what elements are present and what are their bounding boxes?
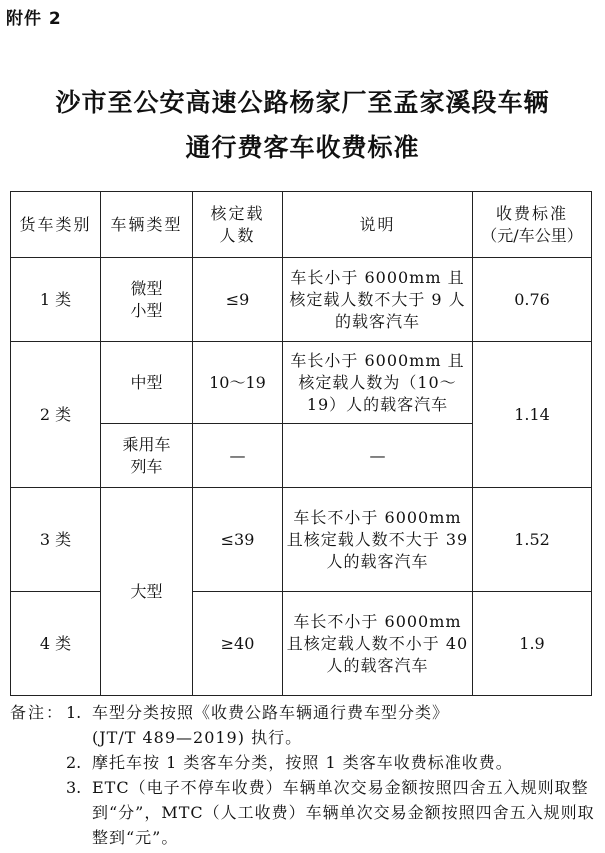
row4-description: 车长不小于 6000mm 且核定载人数不小于 40 人的载客汽车 bbox=[283, 592, 473, 696]
page-title-line2: 通行费客车收费标准 bbox=[185, 133, 420, 162]
header-capacity-line2: 人数 bbox=[219, 225, 256, 245]
row4-category: 4 类 bbox=[11, 592, 101, 696]
row1-fee: 0.76 bbox=[473, 258, 592, 342]
row2b-vehicle-type bbox=[101, 424, 193, 488]
row2b-type-line1: 乘用车 bbox=[122, 434, 171, 454]
row4-fee: 1.9 bbox=[473, 592, 592, 696]
row1-vehicle-type bbox=[101, 258, 193, 342]
row1-type-line2: 小型 bbox=[130, 300, 163, 320]
note-1-continued bbox=[10, 725, 595, 750]
note-1-number: 1. bbox=[66, 703, 82, 722]
note-3-text: ETC（电子不停车收费）车辆单次交易金额按照四舍五入规则取整到“分”，MTC（人工收费）车辆单次交易金额按照四舍五入规则取整到“元”。 bbox=[92, 778, 595, 847]
row2-category: 2 类 bbox=[11, 342, 101, 488]
notes-section bbox=[10, 700, 595, 850]
header-description: 说明 bbox=[283, 192, 473, 258]
row2b-description: — bbox=[283, 424, 473, 488]
table-row bbox=[11, 342, 592, 424]
table-row bbox=[11, 592, 592, 696]
row4-capacity: ≥40 bbox=[193, 592, 283, 696]
attachment-label: 附件 2 bbox=[6, 9, 62, 29]
row2-capacity: 10～19 bbox=[193, 342, 283, 424]
note-1 bbox=[10, 700, 595, 725]
fee-standard-table bbox=[10, 191, 592, 696]
header-category: 货车类别 bbox=[11, 192, 101, 258]
notes-lead: 备注： bbox=[10, 703, 65, 722]
row2b-capacity: — bbox=[193, 424, 283, 488]
row1-type-line1: 微型 bbox=[130, 278, 163, 298]
note-3 bbox=[10, 775, 595, 850]
row1-description: 车长小于 6000mm 且核定载人数不大于 9 人的载客汽车 bbox=[283, 258, 473, 342]
header-capacity bbox=[193, 192, 283, 258]
header-fee-line1: 收费标准 bbox=[495, 203, 568, 223]
header-vehicle-type: 车辆类型 bbox=[101, 192, 193, 258]
note-2 bbox=[10, 750, 595, 775]
header-fee-line2: （元/车公里） bbox=[481, 225, 583, 245]
table-header-row bbox=[11, 192, 592, 258]
row3-fee: 1.52 bbox=[473, 488, 592, 592]
header-fee bbox=[473, 192, 592, 258]
note-1-text: 车型分类按照《收费公路车辆通行费车型分类》 bbox=[92, 703, 450, 722]
row3-capacity: ≤39 bbox=[193, 488, 283, 592]
row2-description: 车长小于 6000mm 且核定载人数为（10～19）人的载客汽车 bbox=[283, 342, 473, 424]
note-1-text-continued: (JT/T 489—2019) 执行。 bbox=[92, 728, 303, 747]
row2-fee: 1.14 bbox=[473, 342, 592, 488]
table-row bbox=[11, 258, 592, 342]
note-2-text: 摩托车按 1 类客车分类，按照 1 类客车收费标准收费。 bbox=[92, 753, 513, 772]
row3-description: 车长不小于 6000mm 且核定载人数不大于 39 人的载客汽车 bbox=[283, 488, 473, 592]
row1-capacity: ≤9 bbox=[193, 258, 283, 342]
row1-category: 1 类 bbox=[11, 258, 101, 342]
row2-vehicle-type: 中型 bbox=[101, 342, 193, 424]
header-capacity-line1: 核定载 bbox=[210, 203, 265, 223]
note-3-number: 3. bbox=[66, 778, 82, 797]
row2b-type-line2: 列车 bbox=[130, 456, 163, 476]
row3-category: 3 类 bbox=[11, 488, 101, 592]
table-row bbox=[11, 488, 592, 592]
page-title-line1: 沙市至公安高速公路杨家厂至孟家溪段车辆 bbox=[55, 88, 550, 117]
note-2-number: 2. bbox=[66, 753, 82, 772]
large-vehicle-type: 大型 bbox=[101, 488, 193, 696]
